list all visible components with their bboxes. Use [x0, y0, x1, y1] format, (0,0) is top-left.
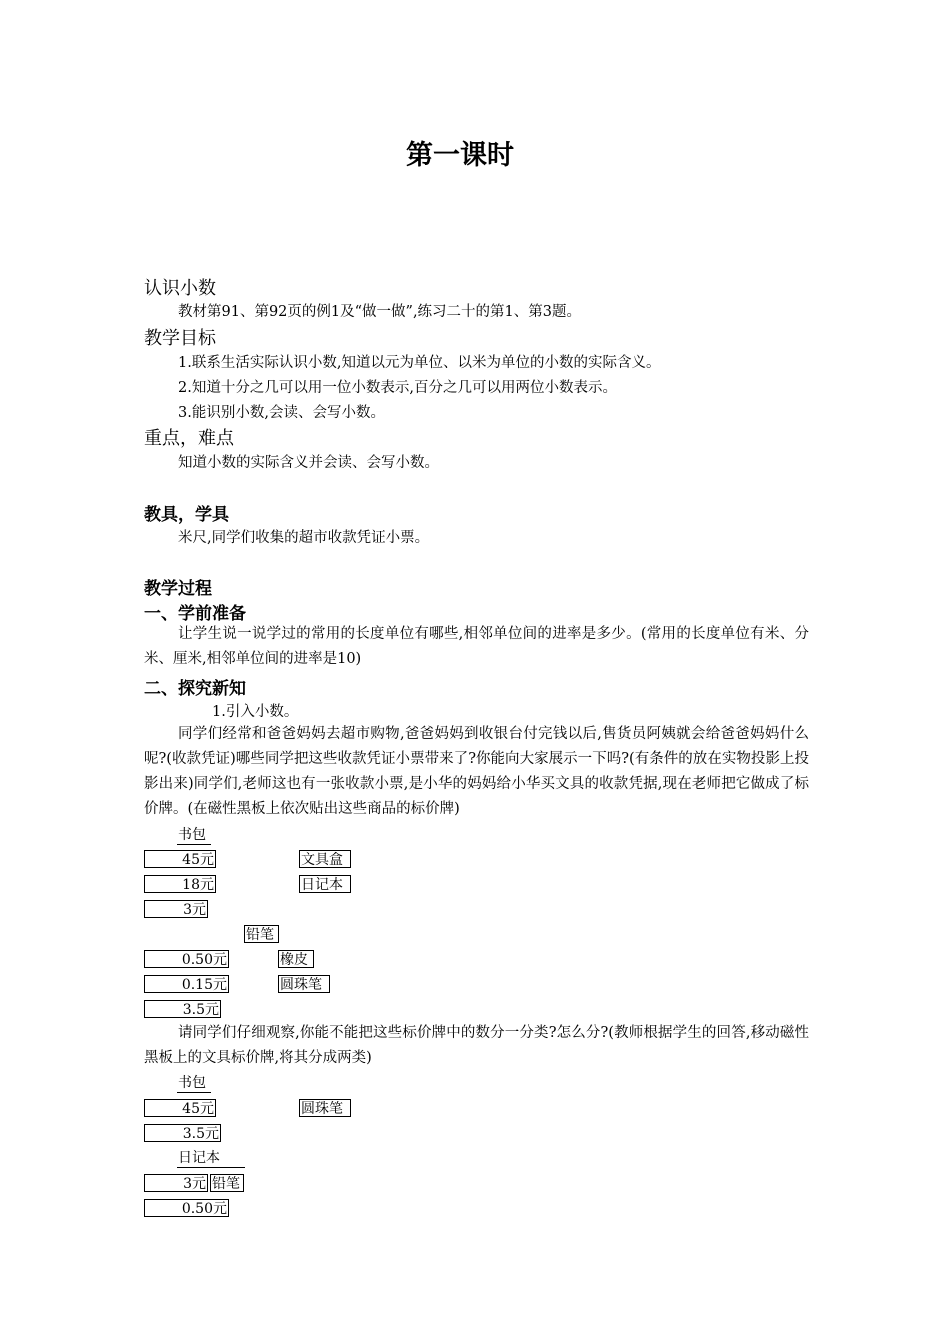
tag-label-pencil-box: 文具盒: [299, 850, 351, 868]
goal-item: 2.知道十分之几可以用一位小数表示,百分之几可以用两位小数表示。: [178, 380, 617, 396]
tools-heading: 教具，学具: [144, 505, 229, 525]
section1-text: 让学生说一说学过的常用的长度单位有哪些,相邻单位间的进率是多少。(常用的长度单位有米、分米、厘米,相邻单位间的进率是10): [144, 626, 809, 667]
tag2-label-bag: 书包: [177, 1074, 211, 1093]
tools-text: 米尺,同学们收集的超市收款凭证小票。: [178, 530, 430, 546]
tag-price-pen: 3.5元: [144, 1000, 221, 1018]
tag-price-eraser: 0.15元: [144, 975, 229, 993]
tag2-label-notebook: 日记本: [177, 1149, 245, 1168]
tag2-label-pencil: 铅笔: [210, 1174, 244, 1192]
tag-price-bag: 45元: [144, 850, 216, 868]
tag2-price-pencil: 0.50元: [144, 1199, 229, 1217]
tag-price-pencil: 0.50元: [144, 950, 229, 968]
process-heading: 教学过程: [144, 579, 212, 599]
goals-heading: 教学目标: [144, 328, 216, 349]
focus-text: 知道小数的实际含义并会读、会写小数。: [178, 455, 439, 471]
tag2-price-bag: 45元: [144, 1099, 216, 1117]
goal-item: 3.能识别小数,会读、会写小数。: [178, 405, 385, 421]
step1-label: 1.引入小数。: [212, 704, 299, 720]
tag-price-notebook: 3元: [144, 900, 208, 918]
intro-text: 同学们经常和爸爸妈妈去超市购物,爸爸妈妈到收银台付完钱以后,售货员阿姨就会给爸爸妈妈什么呢?(收款凭证)哪些同学把这些收款凭证小票带来了?你能向大家展示一下吗?(有条件的放在实物投影上投影出来)同学们,老师这也有一张收款小票,是小华的妈妈给小华买文具的收款凭据,现在老师把它做成了标价牌。(在磁性黑板上依次贴出这些商品的标价牌): [144, 726, 809, 817]
tag-label-pencil: 铅笔: [244, 925, 279, 943]
tag-label-pen: 圆珠笔: [278, 975, 330, 993]
tag-label-notebook: 日记本: [299, 875, 351, 893]
section1-heading: 一、学前准备: [144, 604, 246, 624]
goal-item: 1.联系生活实际认识小数,知道以元为单位、以米为单位的小数的实际含义。: [178, 355, 661, 371]
material-text: 教材第91、第92页的例1及“做一做”,练习二十的第1、第3题。: [178, 304, 582, 320]
tag2-price-notebook: 3元: [144, 1174, 208, 1192]
section2-heading: 二、探究新知: [144, 679, 246, 699]
tag-label-eraser: 橡皮: [278, 950, 314, 968]
focus-heading: 重点，难点: [144, 428, 234, 449]
classify-text: 请同学们仔细观察,你能不能把这些标价牌中的数分一分类?怎么分?(教师根据学生的回答,移动磁性黑板上的文具标价牌,将其分成两类): [144, 1025, 809, 1066]
lesson-topic: 认识小数: [144, 278, 216, 299]
page-title: 第一课时: [406, 140, 514, 171]
tag2-label-pen: 圆珠笔: [299, 1099, 351, 1117]
tag-price-pencil-box: 18元: [144, 875, 216, 893]
tag-label-bag: 书包: [177, 826, 211, 845]
tag2-price-pen: 3.5元: [144, 1124, 221, 1142]
